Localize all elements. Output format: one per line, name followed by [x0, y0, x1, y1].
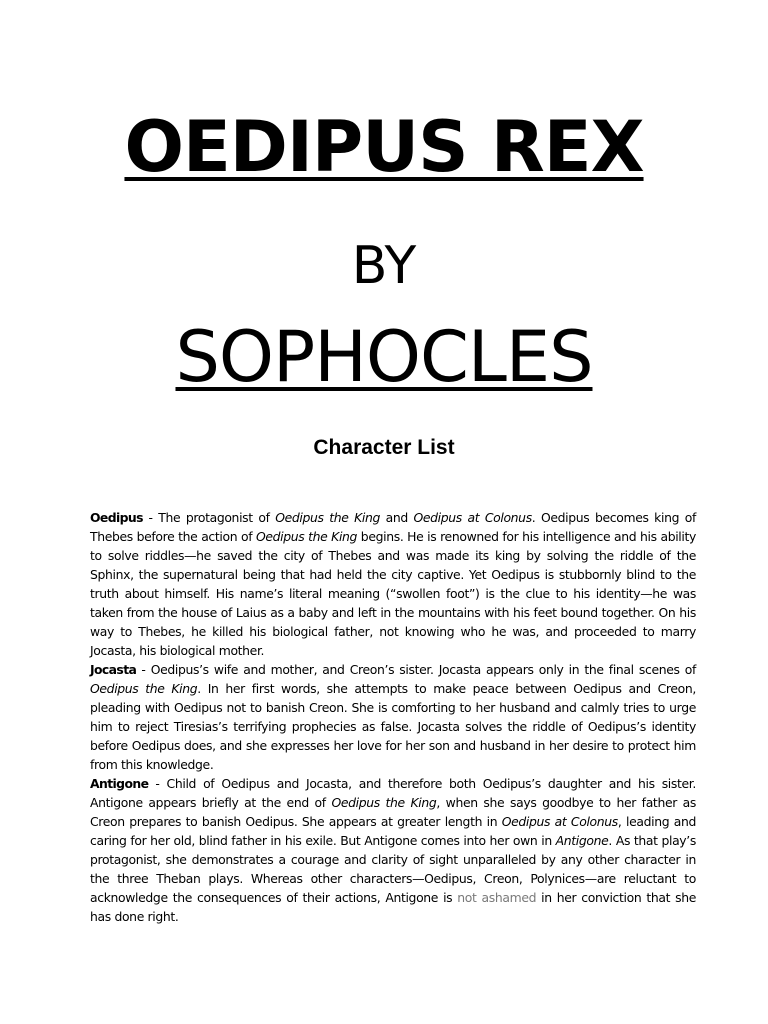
character-name: Antigone	[90, 776, 149, 791]
highlighted-phrase: not ashamed	[457, 890, 537, 905]
byline: BY	[351, 236, 417, 296]
description-text: begins. He is renowned for his intelligence and his ability to solve riddles—he saved the city of Thebes and was made its king by solving the riddle of the Sphinx, the supernatural being that had held the city captive. Yet Oedipus is stubbornly blind to the truth about himself. His name’s literal meaning (“swollen foot”) is the clue to his identity—he was taken from the house of Laius as a baby and left in the mountains with his feet bound together. On his way to Thebes, he killed his biological father, not knowing who he was, and proceeded to marry Jocasta, his biological mother.	[90, 529, 696, 658]
description-text: Oedipus’s wife and mother, and Creon’s sister. Jocasta appears only in the final scenes of	[150, 662, 696, 677]
description-text: Child of Oedipus and Jocasta, and therefore both Oedipus’s daughter and his sister. Antigone appears briefly at the end of	[90, 776, 696, 810]
work-title: Oedipus the King	[255, 529, 358, 544]
work-title: Oedipus the King	[90, 681, 198, 696]
character-entry-jocasta	[90, 660, 696, 774]
character-entry-antigone	[90, 774, 696, 926]
document-title: OEDIPUS REX	[124, 106, 644, 188]
description-text: , when she says goodbye to her father as Creon prepares to banish Oedipus. She appears at greater length in	[90, 795, 696, 829]
character-description	[90, 662, 696, 772]
character-description	[90, 510, 696, 658]
work-title: Oedipus at Colonus	[501, 814, 618, 829]
work-title: Oedipus the King	[331, 795, 437, 810]
character-name: Oedipus	[90, 510, 143, 525]
description-text: and	[380, 510, 414, 525]
name-separator: -	[148, 776, 167, 791]
description-text: . Oedipus becomes king of Thebes before the action of	[90, 510, 696, 544]
name-separator: -	[142, 510, 159, 525]
description-text: in her conviction that she has done right.	[90, 890, 696, 924]
description-text: . In her first words, she attempts to make peace between Oedipus and Creon, pleading with Oedipus not to banish Creon. She is comforting to her husband and calmly tries to urge him to reject Tiresias’s terrifying prophecies as false. Jocasta solves the riddle of Oedipus’s identity before Oedipus does, and she expresses her love for her son and husband in her desire to protect him from this knowledge.	[90, 681, 696, 772]
work-title: Antigone	[555, 833, 609, 848]
name-separator: -	[136, 662, 151, 677]
character-list	[90, 508, 696, 926]
character-entry-oedipus	[90, 508, 696, 660]
work-title: Oedipus the King	[275, 510, 380, 525]
description-text: . As that play’s protagonist, she demonstrates a courage and clarity of sight unparalleled by any other character in the three Theban plays. Whereas other characters—Oedipus, Creon, Polynices—are reluctant to acknowledge the consequences of their actions, Antigone is	[90, 833, 696, 905]
section-heading: Character List	[313, 436, 455, 459]
character-name: Jocasta	[90, 662, 137, 677]
character-description	[90, 776, 696, 924]
work-title: Oedipus at Colonus	[413, 510, 532, 525]
author-name: SOPHOCLES	[175, 316, 593, 398]
description-text: , leading and caring for her old, blind father in his exile. But Antigone comes into her own in	[90, 814, 696, 848]
description-text: The protagonist of	[158, 510, 276, 525]
